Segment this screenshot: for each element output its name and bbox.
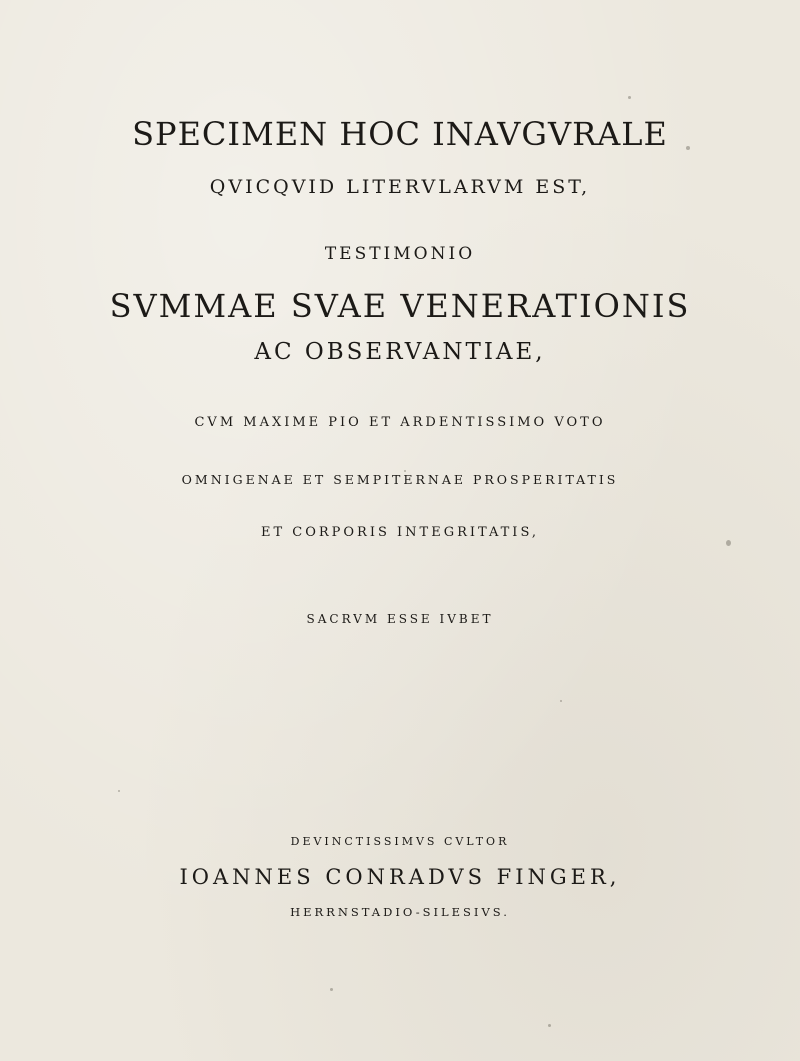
dedication-line-voto: CVM MAXIME PIO ET ARDENTISSIMO VOTO [194, 415, 606, 430]
dedication-line-observantiae: AC OBSERVANTIAE, [254, 339, 546, 365]
dedication-line-venerationis: SVMMAE SVAE VENERATIONIS [109, 287, 691, 325]
paper-speck [548, 1024, 551, 1027]
dedication-line-literularum: QVICQVID LITERVLARVM EST, [209, 176, 591, 198]
paper-speck [118, 790, 120, 792]
paper-speck [560, 700, 562, 702]
author-name: IOANNES CONRADVS FINGER, [179, 865, 621, 889]
author-origin: HERRNSTADIO-SILESIVS. [290, 905, 510, 919]
dedication-line-ivbet: SACRVM ESSE IVBET [306, 612, 494, 626]
document-heading: SPECIMEN HOC INAVGVRALE [132, 115, 668, 153]
dedication-line-testimonio: TESTIMONIO [324, 244, 476, 264]
signature-line: DEVINCTISSIMVS CVLTOR [290, 835, 510, 848]
paper-speck [726, 540, 731, 546]
paper-speck [330, 988, 333, 991]
paper-speck [628, 96, 631, 99]
paper-speck [686, 146, 690, 150]
dedication-line-integritatis: ET CORPORIS INTEGRITATIS, [260, 525, 540, 540]
paper-speck [404, 470, 406, 472]
dedication-line-prosperitatis: OMNIGENAE ET SEMPITERNAE PROSPERITATIS [181, 472, 619, 487]
